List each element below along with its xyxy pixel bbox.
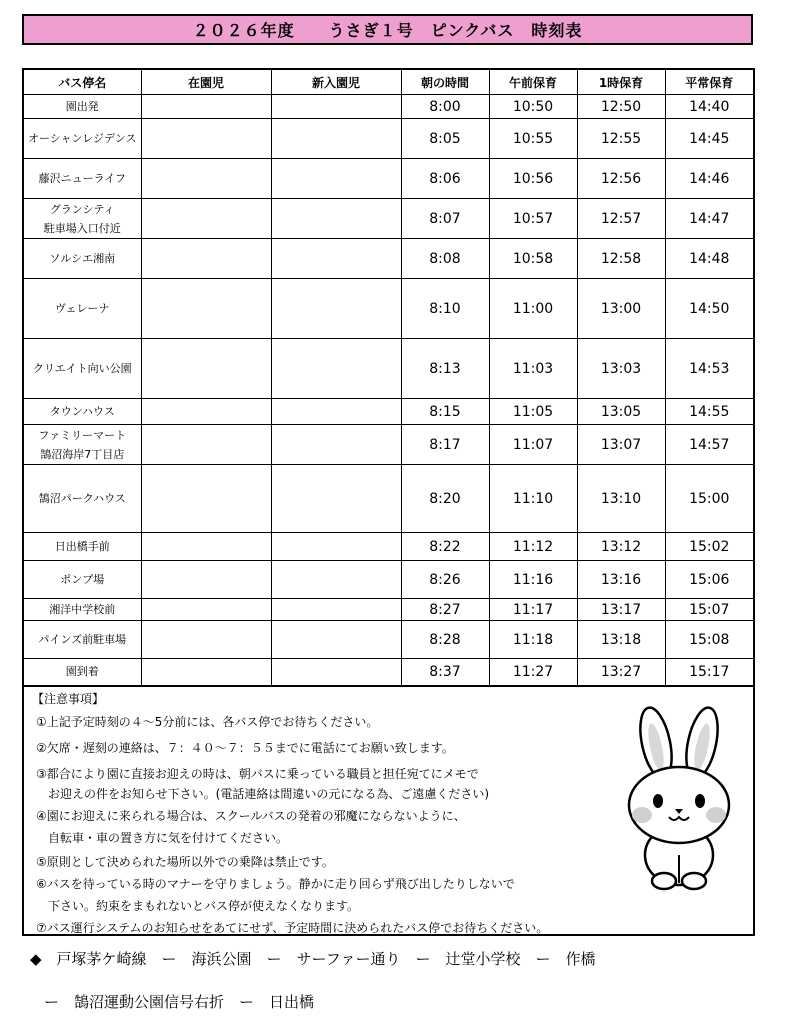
stop-name-line: 鵠沼パークハウス — [38, 492, 126, 505]
table-row — [23, 119, 754, 159]
stop-name — [23, 465, 141, 533]
regular-care-time: 15:17 — [665, 659, 754, 686]
enrolled-cell — [141, 339, 271, 399]
morning-time: 8:07 — [401, 199, 489, 239]
stop-name — [23, 621, 141, 659]
one-pm-care-time: 12:56 — [577, 159, 665, 199]
table-row — [23, 159, 754, 199]
stop-name — [23, 561, 141, 599]
stop-name-line: ポンプ場 — [60, 573, 105, 586]
stop-name — [23, 199, 141, 239]
notes-box — [22, 686, 755, 936]
regular-care-time: 15:08 — [665, 621, 754, 659]
stop-name — [23, 279, 141, 339]
table-row — [23, 659, 754, 686]
am-care-time: 11:12 — [489, 533, 577, 561]
morning-time: 8:28 — [401, 621, 489, 659]
new-cell — [271, 159, 401, 199]
stop-name — [23, 95, 141, 119]
note-line: ⑦バス運行システムのお知らせをあてにせず、予定時間に決められたバス停でお待ちください。 — [36, 921, 549, 935]
regular-care-time: 14:47 — [665, 199, 754, 239]
col-header-new: 新入園児 — [271, 69, 401, 95]
note-line: ①上記予定時刻の４～5分前には、各バス停でお待ちください。 — [36, 715, 379, 729]
stop-name-line: ヴェレーナ — [54, 302, 110, 315]
stop-name — [23, 425, 141, 465]
stop-name-line: グランシティ — [49, 202, 115, 216]
new-cell — [271, 561, 401, 599]
regular-care-time: 14:48 — [665, 239, 754, 279]
enrolled-cell — [141, 199, 271, 239]
table-row — [23, 621, 754, 659]
stop-name-line: タウンハウス — [49, 405, 115, 418]
stop-name-line: ソルシエ湘南 — [49, 252, 116, 265]
table-row — [23, 599, 754, 621]
col-header-am-care: 午前保育 — [489, 69, 577, 95]
note-line: 自転車・車の置き方に気を付けてください。 — [36, 831, 289, 845]
am-care-time: 11:18 — [489, 621, 577, 659]
enrolled-cell — [141, 561, 271, 599]
new-cell — [271, 119, 401, 159]
stop-name-line: オーシャンレジデンス — [28, 132, 137, 145]
enrolled-cell — [141, 399, 271, 425]
am-care-time: 10:56 — [489, 159, 577, 199]
am-care-time: 11:17 — [489, 599, 577, 621]
one-pm-care-time: 12:50 — [577, 95, 665, 119]
title-bus: うさぎ１号 ピンクバス — [328, 21, 515, 40]
stop-name-line: 駐車場入口付近 — [43, 221, 121, 235]
enrolled-cell — [141, 465, 271, 533]
new-cell — [271, 659, 401, 686]
enrolled-cell — [141, 239, 271, 279]
enrolled-cell — [141, 159, 271, 199]
stop-name — [23, 119, 141, 159]
am-care-time: 10:57 — [489, 199, 577, 239]
enrolled-cell — [141, 119, 271, 159]
stop-name — [23, 533, 141, 561]
am-care-time: 11:10 — [489, 465, 577, 533]
stop-name — [23, 239, 141, 279]
note-line: ④園にお迎えに来られる場合は、スクールバスの発着の邪魔にならないように、 — [36, 809, 466, 823]
new-cell — [271, 425, 401, 465]
am-care-time: 11:03 — [489, 339, 577, 399]
route-line-2: ー 鵠沼運動公園信号右折 ー 日出橋 — [44, 993, 315, 1011]
regular-care-time: 14:46 — [665, 159, 754, 199]
table-row — [23, 279, 754, 339]
regular-care-time: 15:07 — [665, 599, 754, 621]
morning-time: 8:17 — [401, 425, 489, 465]
morning-time: 8:37 — [401, 659, 489, 686]
note-line: 下さい。約束をまもれないとバス停が使えなくなります。 — [36, 899, 360, 913]
table-row — [23, 95, 754, 119]
am-care-time: 10:58 — [489, 239, 577, 279]
regular-care-time: 14:55 — [665, 399, 754, 425]
morning-time: 8:00 — [401, 95, 489, 119]
one-pm-care-time: 13:07 — [577, 425, 665, 465]
table-row — [23, 339, 754, 399]
table-row — [23, 399, 754, 425]
new-cell — [271, 599, 401, 621]
new-cell — [271, 339, 401, 399]
one-pm-care-time: 13:00 — [577, 279, 665, 339]
enrolled-cell — [141, 599, 271, 621]
morning-time: 8:15 — [401, 399, 489, 425]
regular-care-time: 14:57 — [665, 425, 754, 465]
enrolled-cell — [141, 425, 271, 465]
new-cell — [271, 465, 401, 533]
one-pm-care-time: 13:05 — [577, 399, 665, 425]
regular-care-time: 15:02 — [665, 533, 754, 561]
new-cell — [271, 399, 401, 425]
am-care-time: 11:27 — [489, 659, 577, 686]
regular-care-time: 15:00 — [665, 465, 754, 533]
table-row — [23, 561, 754, 599]
new-cell — [271, 199, 401, 239]
enrolled-cell — [141, 659, 271, 686]
morning-time: 8:08 — [401, 239, 489, 279]
one-pm-care-time: 13:16 — [577, 561, 665, 599]
table-row — [23, 239, 754, 279]
one-pm-care-time: 12:55 — [577, 119, 665, 159]
am-care-time: 11:05 — [489, 399, 577, 425]
stop-name-line: クリエイト向い公園 — [32, 362, 132, 375]
table-row — [23, 199, 754, 239]
note-line: ③都合により園に直接お迎えの時は、朝バスに乗っている職員と担任宛てにメモで — [36, 767, 479, 781]
morning-time: 8:27 — [401, 599, 489, 621]
col-header-regular-care: 平常保育 — [665, 69, 754, 95]
am-care-time: 11:00 — [489, 279, 577, 339]
note-line: ⑤原則として決められた場所以外での乗降は禁止です。 — [36, 855, 334, 869]
note-line: ⑥バスを待っている時のマナーを守りましょう。静かに走り回らず飛び出したりしないで — [36, 877, 515, 891]
table-row — [23, 533, 754, 561]
am-care-time: 11:16 — [489, 561, 577, 599]
title-year: ２０２６年度 — [192, 21, 295, 40]
morning-time: 8:10 — [401, 279, 489, 339]
stop-name-line: 鵠沼海岸7丁目店 — [40, 447, 125, 461]
stop-name — [23, 659, 141, 686]
one-pm-care-time: 13:10 — [577, 465, 665, 533]
title-label: 時刻表 — [531, 21, 583, 40]
stop-name-line: 湘洋中学校前 — [49, 603, 116, 616]
new-cell — [271, 239, 401, 279]
morning-time: 8:06 — [401, 159, 489, 199]
enrolled-cell — [141, 621, 271, 659]
one-pm-care-time: 13:03 — [577, 339, 665, 399]
table-header-row — [23, 69, 754, 95]
stop-name — [23, 399, 141, 425]
morning-time: 8:13 — [401, 339, 489, 399]
morning-time: 8:26 — [401, 561, 489, 599]
stop-name-line: 園到着 — [65, 665, 99, 679]
regular-care-time: 14:50 — [665, 279, 754, 339]
regular-care-time: 14:53 — [665, 339, 754, 399]
col-header-enrolled: 在園児 — [141, 69, 271, 95]
col-header-1pm-care: 1時保育 — [577, 69, 665, 95]
table-row — [23, 425, 754, 465]
morning-time: 8:05 — [401, 119, 489, 159]
route-line-1: ◆ 戸塚茅ケ崎線 ー 海浜公園 ー サーファー通り ー 辻堂小学校 ー 作橋 — [30, 950, 596, 968]
one-pm-care-time: 13:17 — [577, 599, 665, 621]
morning-time: 8:22 — [401, 533, 489, 561]
note-line: ②欠席・遅刻の連絡は、７：４０～７：５５までに電話にてお願い致します。 — [36, 741, 454, 755]
col-header-morning: 朝の時間 — [401, 69, 489, 95]
stop-name-line: パインズ前駐車場 — [38, 633, 127, 646]
new-cell — [271, 621, 401, 659]
bus-timetable — [22, 68, 755, 687]
am-care-time: 10:55 — [489, 119, 577, 159]
stop-name — [23, 339, 141, 399]
stop-name-line: ファミリーマート — [38, 428, 127, 442]
col-header-stop: バス停名 — [23, 69, 141, 95]
stop-name — [23, 159, 141, 199]
stop-name-line: 日出橋手前 — [54, 540, 110, 553]
table-row — [23, 465, 754, 533]
stop-name-line: 園出発 — [65, 100, 99, 113]
new-cell — [271, 95, 401, 119]
enrolled-cell — [141, 95, 271, 119]
regular-care-time: 14:40 — [665, 95, 754, 119]
one-pm-care-time: 12:57 — [577, 199, 665, 239]
new-cell — [271, 533, 401, 561]
note-line: お迎えの件をお知らせ下さい。(電話連絡は間違いの元になる為、ご遠慮ください) — [36, 787, 490, 801]
one-pm-care-time: 13:12 — [577, 533, 665, 561]
am-care-time: 11:07 — [489, 425, 577, 465]
one-pm-care-time: 13:18 — [577, 621, 665, 659]
enrolled-cell — [141, 533, 271, 561]
stop-name — [23, 599, 141, 621]
stop-name-line: 藤沢ニューライフ — [38, 172, 126, 185]
page-title-bar — [22, 14, 753, 45]
regular-care-time: 15:06 — [665, 561, 754, 599]
notes-heading: 【注意事項】 — [32, 692, 105, 706]
am-care-time: 10:50 — [489, 95, 577, 119]
enrolled-cell — [141, 279, 271, 339]
morning-time: 8:20 — [401, 465, 489, 533]
one-pm-care-time: 12:58 — [577, 239, 665, 279]
rabbit-illustration-icon — [614, 705, 744, 895]
regular-care-time: 14:45 — [665, 119, 754, 159]
new-cell — [271, 279, 401, 339]
one-pm-care-time: 13:27 — [577, 659, 665, 686]
